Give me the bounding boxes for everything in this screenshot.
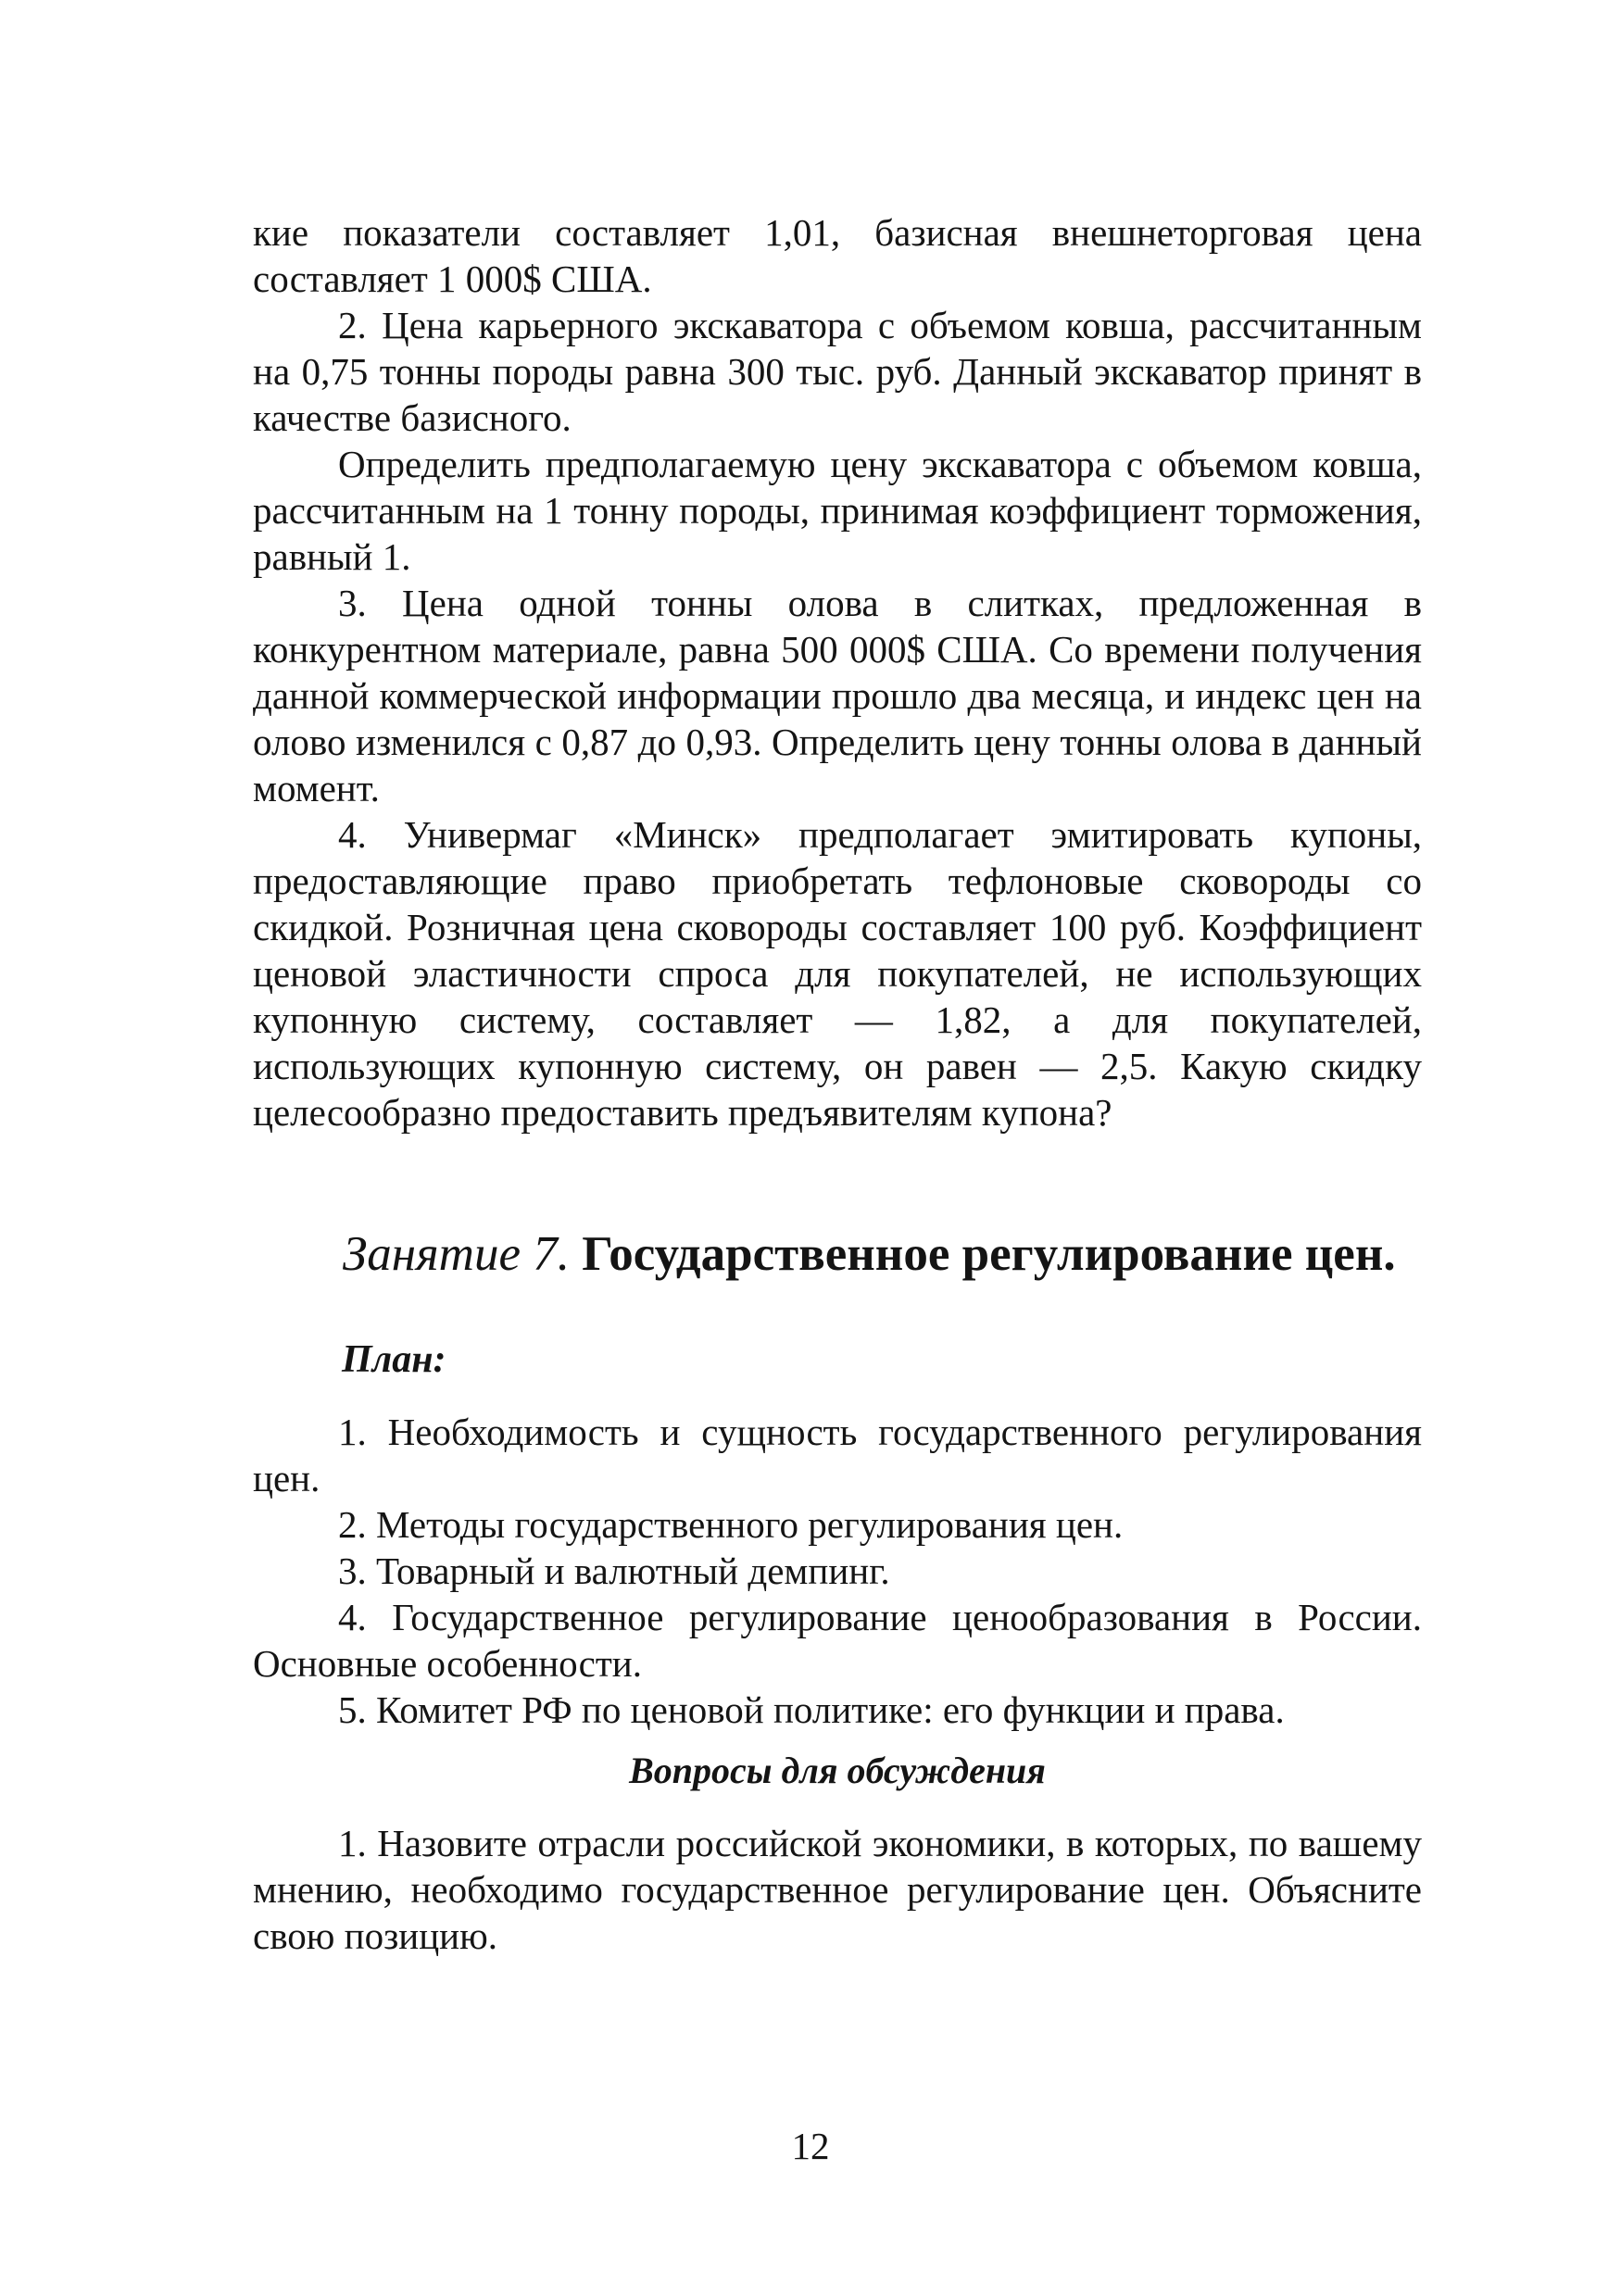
discussion-heading: Вопросы для обсуждения [629, 1750, 1046, 1791]
plan-item: 2. Методы государственного регулирования цен. [338, 1503, 1124, 1546]
exercises-block [253, 209, 1422, 1135]
discussion-item: 1. Назовите отрасли российской экономики, в которых, по вашему мнению, необходимо государственное регулирование цен. Объясните свою позицию. [253, 1822, 1422, 1957]
section-label: Занятие 7. [343, 1227, 570, 1281]
discussion-list [253, 1820, 1422, 1959]
plan-list [253, 1409, 1422, 1733]
plan-item: 5. Комитет РФ по ценовой политике: его функции и права. [338, 1688, 1285, 1731]
task-2-question: Определить предполагаемую цену экскаватора с объемом ковша, рассчитанным на 1 тонну породы, принимая коэффициент торможения, равный 1. [253, 443, 1422, 578]
plan-heading: План: [342, 1338, 446, 1381]
plan-item: 3. Товарный и валютный демпинг. [338, 1549, 890, 1592]
section-heading: Государственное регулирование цен. [582, 1227, 1396, 1281]
section-title [343, 1224, 1454, 1284]
page-number: 12 [791, 2125, 830, 2167]
task-3: 3. Цена одной тонны олова в слитках, предложенная в конкурентном материале, равна 500 000$ США. Со времени получения данной коммерческой информации прошло два месяца, и индекс цен на олово изменился с 0,87 до 0,93. Определить цену тонны олова в данный момент. [253, 582, 1422, 809]
task-4: 4. Универмаг «Минск» предполагает эмитировать купоны, предоставляющие право приобретать тефлоновые сковороды со скидкой. Розничная цена сковороды составляет 100 руб. Коэффициент ценовой эластичности спроса для покупателей, не использующих купонную систему, составляет — 1,82, а для покупателей, использующих купонную систему, он равен — 2,5. Какую скидку целесообразно предоставить предъявителям купона? [253, 813, 1422, 1134]
plan-item: 1. Необходимость и сущность государственного регулирования цен. [253, 1411, 1422, 1499]
plan-item: 4. Государственное регулирование ценообразования в России. Основные особенности. [253, 1596, 1422, 1685]
intro-continuation: кие показатели составляет 1,01, базисная внешнеторговая цена составляет 1 000$ США. [253, 211, 1422, 300]
task-2: 2. Цена карьерного экскаватора с объемом ковша, рассчитанным на 0,75 тонны породы равна 300 тыс. руб. Данный экскаватор принят в качестве базисного. [253, 304, 1422, 439]
